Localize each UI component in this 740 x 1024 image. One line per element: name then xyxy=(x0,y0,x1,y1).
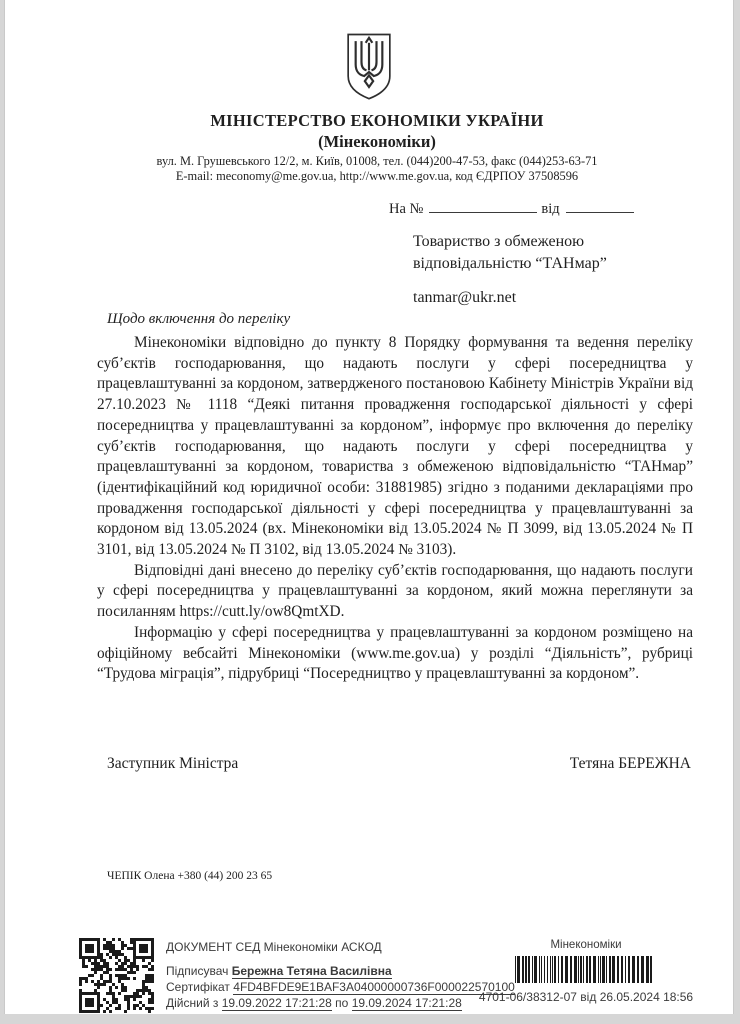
contact-person-line: ЧЕПІК Олена +380 (44) 200 23 65 xyxy=(107,870,273,882)
recipient-block xyxy=(413,231,607,275)
vid-label: від xyxy=(541,201,560,217)
ministry-short-name: (Мінекономіки) xyxy=(318,132,436,151)
ministry-contacts: E-mail: meconomy@me.gov.ua, http://www.me.gov.ua, код ЄДРПОУ 37508596 xyxy=(175,169,579,183)
signature-row xyxy=(107,755,691,773)
document-page xyxy=(4,0,734,1014)
body-paragraph-3: Інформацію у сфері посередництва у працевлаштуванні за кордоном розміщено на офіційному вебсайті Мінекономіки (www.me.gov.ua) у розділі “Діяльність”, рубриці “Трудова міграція”, підрубриці “Посередництво у працевлаштуванні за кордоном”. xyxy=(97,623,693,683)
reference-number-line xyxy=(389,199,634,218)
reference-date-blank xyxy=(566,199,634,213)
na-label: На № xyxy=(389,201,424,217)
recipient-name-line2: відповідальністю “ТАНмар” xyxy=(413,255,607,272)
validity-label: Дійсний з xyxy=(166,996,219,1010)
certificate-number: 4FD4BFDE9E1BAF3A04000000736F000022570100 xyxy=(233,980,515,994)
reference-number-blank xyxy=(429,199,537,213)
letter-body xyxy=(97,333,693,685)
ministry-address: вул. М. Грушевського 12/2, м. Київ, 01008, тел. (044)200-47-53, факс (044)253-63-71 xyxy=(156,154,598,168)
trident-shield-icon xyxy=(344,28,394,106)
valid-to-date: 19.09.2024 17:21:28 xyxy=(351,996,462,1010)
registration-stamp xyxy=(471,939,701,1004)
signer-name: Бережна Тетяна Василівна xyxy=(231,964,392,978)
signer-label: Підписувач xyxy=(166,964,229,978)
valid-to-label: по xyxy=(335,996,349,1010)
body-paragraph-1: Мінекономіки відповідно до пункту 8 Порядку формування та ведення переліку суб’єктів господарювання, що надають послуги у сфері посередництва у працевлаштуванні за кордоном, затвердженого постановою Кабінету Міністрів України від 27.10.2023 № 1118 “Деякі питання провадження господарської діяльності у сфері посередництва у працевлаштуванні за кордоном”, інформує про включення до переліку суб’єктів господарювання, що надають послуги у сфері посередництва у працевлаштуванні за кордоном, товариства з обмеженою відповідальністю “ТАНмар” (ідентифікаційний код юридичної особи: 31881985) згідно з поданими деклараціями про провадження господарської діяльності у сфері посередництва у працевлаштуванні за кордоном від 13.05.2024 (вх. Мінекономіки від 13.05.2024 № П 3099, від 13.05.2024 № П 3101, від 13.05.2024 № П 3102, від 13.05.2024 № 3103). xyxy=(97,334,693,559)
digital-signature-block xyxy=(166,939,515,1011)
validity-line xyxy=(166,995,515,1011)
recipient-name-line1: Товариство з обмеженою xyxy=(413,233,585,250)
recipient-email: tanmar@ukr.net xyxy=(413,289,517,306)
ministry-name: МІНІСТЕРСТВО ЕКОНОМІКИ УКРАЇНИ xyxy=(210,111,544,130)
qr-code xyxy=(79,938,154,1013)
valid-from-date: 19.09.2022 17:21:28 xyxy=(221,996,332,1010)
signer-line xyxy=(166,963,515,979)
signatory-name: Тетяна БЕРЕЖНА xyxy=(569,755,691,772)
stamp-org-name: Мінекономіки xyxy=(550,939,622,951)
certificate-label: Сертифікат xyxy=(166,980,230,994)
subject-line: Щодо включення до переліку xyxy=(107,311,291,327)
coat-of-arms xyxy=(5,28,733,111)
certificate-line xyxy=(166,979,515,995)
body-paragraph-2: Відповідні дані внесено до переліку суб’єктів господарювання, що надають послуги у сфері посередництва у працевлаштуванні за кордоном, який можна переглянути за посиланням https://cutt.ly/ow8QmtXD. xyxy=(97,561,693,621)
doc-system-line: ДОКУМЕНТ СЕД Мінекономіки АСКОД xyxy=(166,940,382,954)
stamp-reg-number: 4701-06/38312-07 від 26.05.2024 18:56 xyxy=(478,990,694,1004)
signatory-position: Заступник Міністра xyxy=(107,755,239,772)
barcode xyxy=(515,956,657,983)
